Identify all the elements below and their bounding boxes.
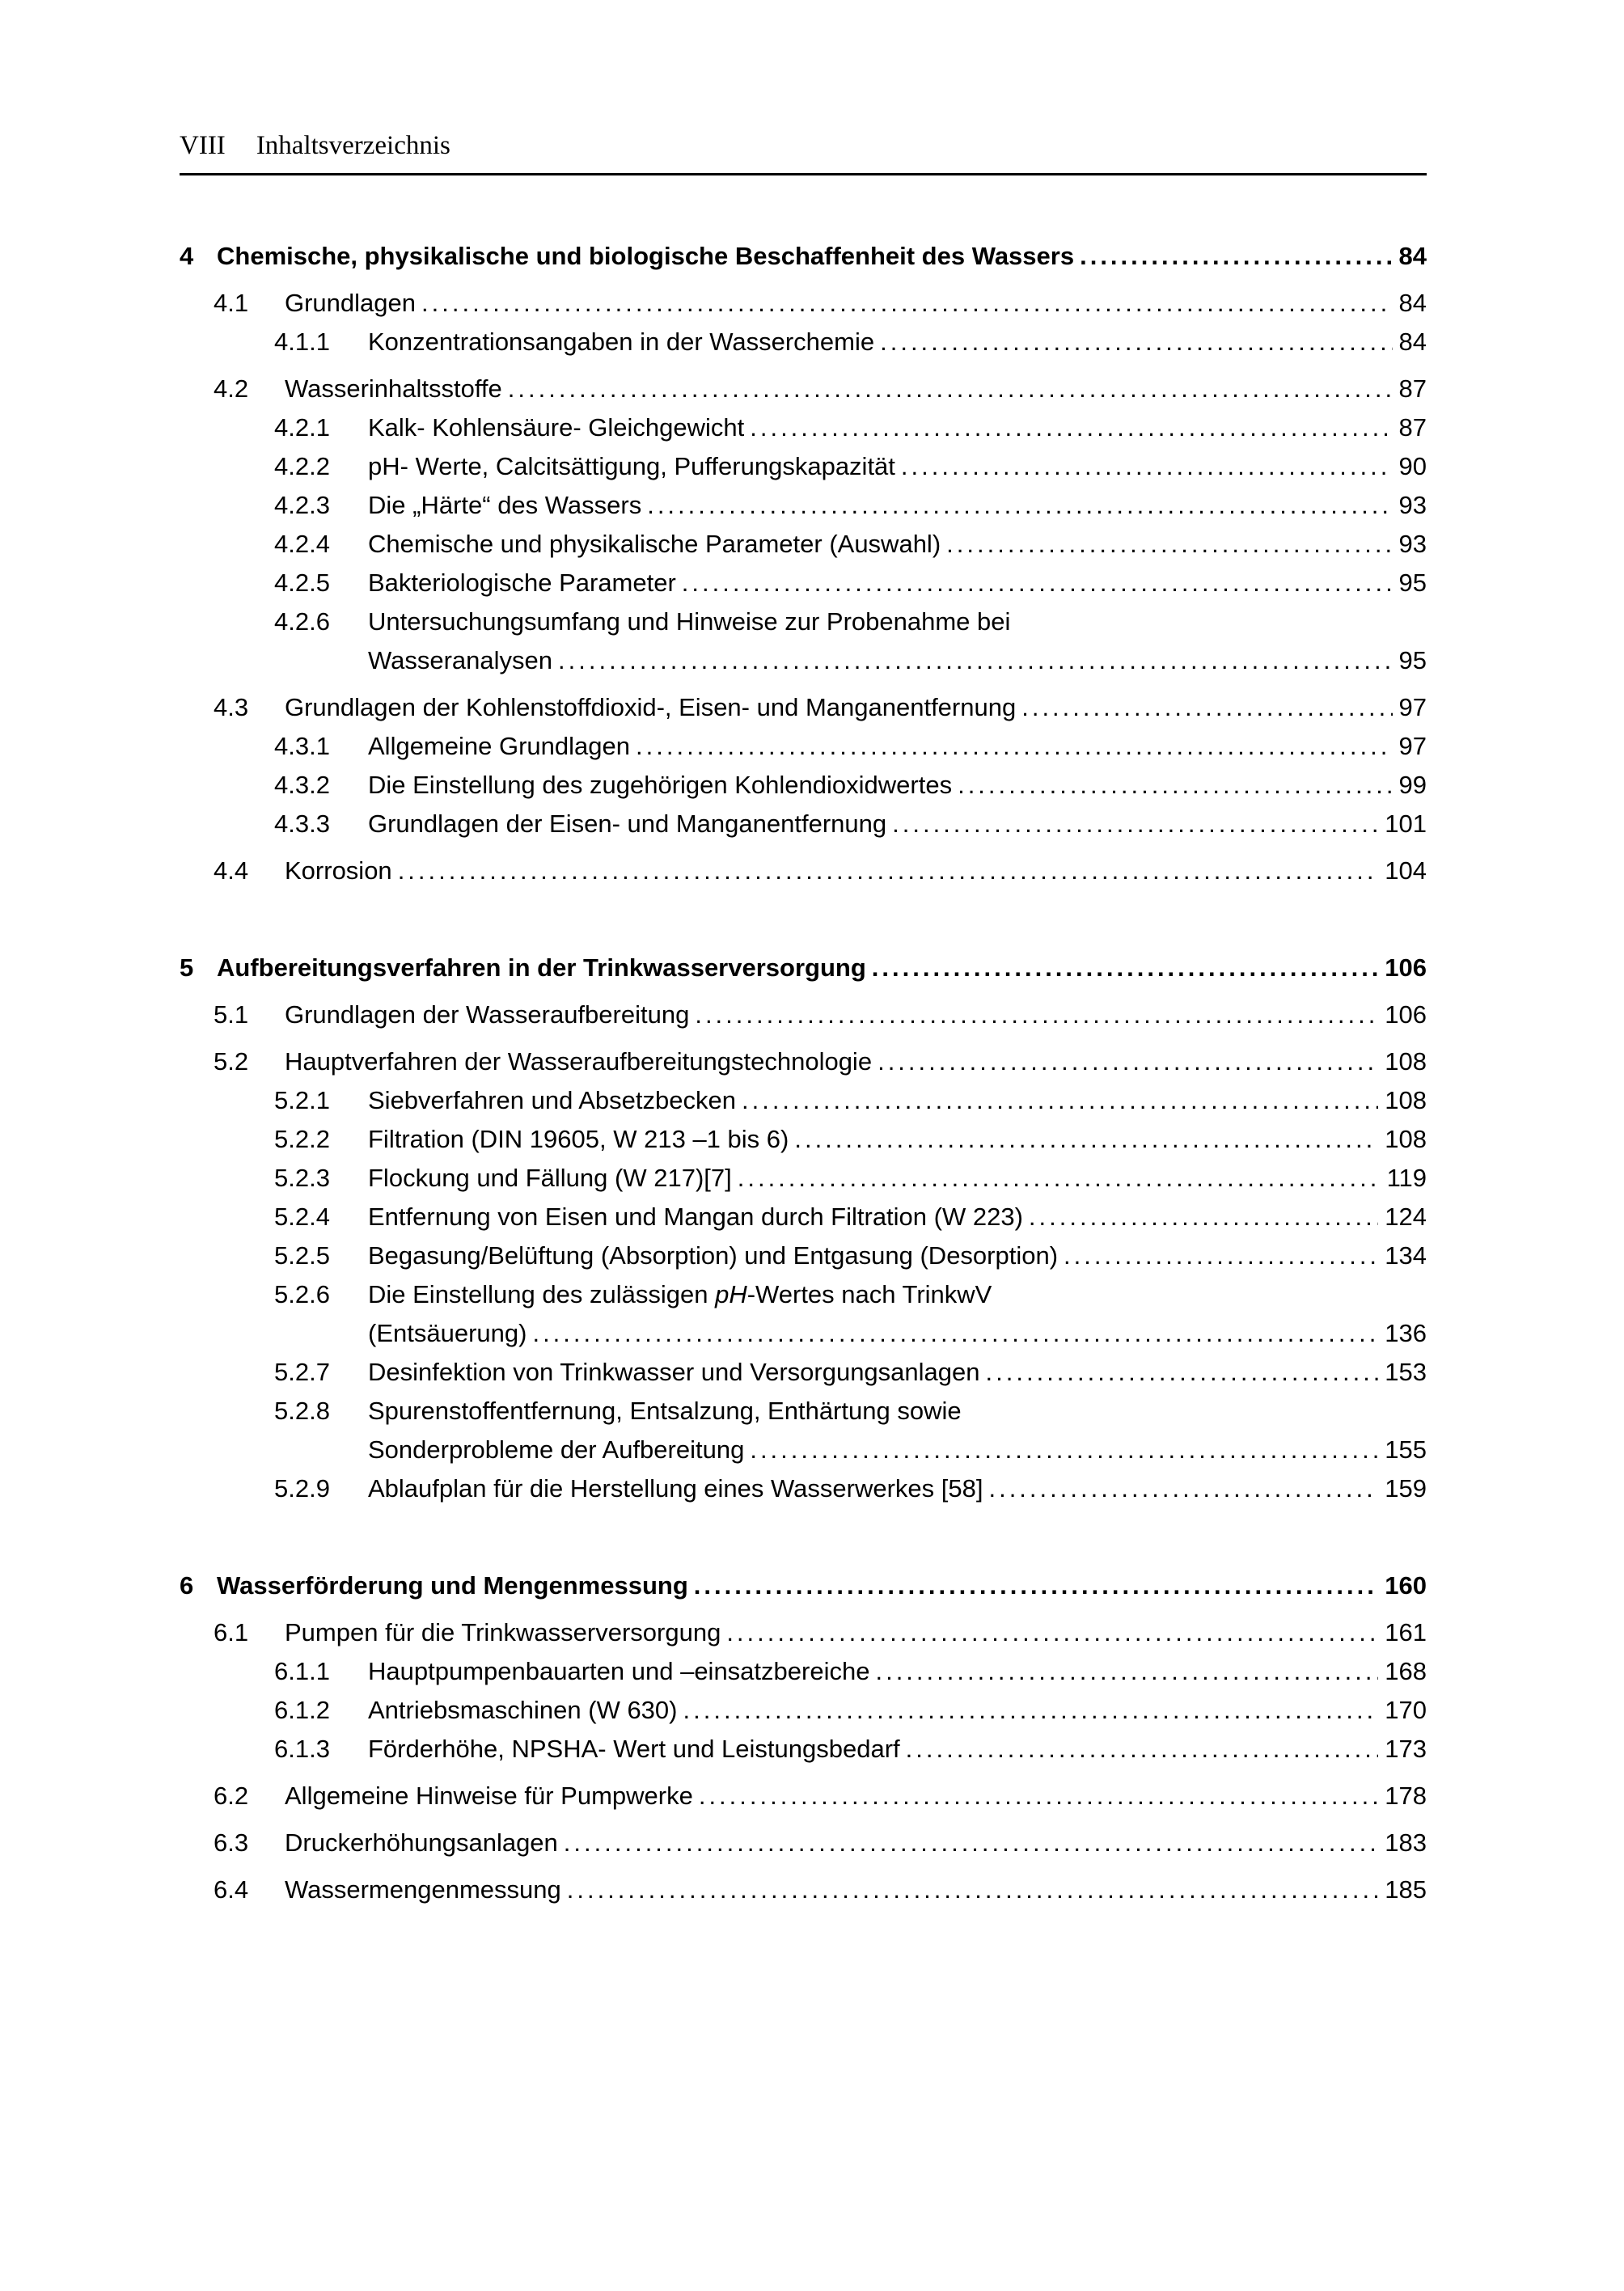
page-number: 160: [1385, 1571, 1427, 1600]
entry-title: pH- Werte, Calcitsättigung, Pufferungskapazität: [368, 452, 895, 480]
toc-entry: [180, 1652, 1427, 1691]
entry-title: Siebverfahren und Absetzbecken: [368, 1086, 736, 1114]
toc-entry: [180, 766, 1427, 805]
page-number: 183: [1385, 1828, 1427, 1857]
entry-title: Druckerhöhungsanlagen: [285, 1828, 558, 1857]
entry-title-continued: (Entsäuerung): [368, 1319, 527, 1347]
toc-entry: [180, 1120, 1427, 1159]
toc-chapter-entry: [180, 237, 1427, 276]
entry-title-segment: Die Einstellung des zulässigen: [368, 1280, 716, 1308]
dot-leader: [647, 486, 1392, 525]
toc-entry: [180, 727, 1427, 766]
entry-number: 5.2.3: [274, 1164, 330, 1192]
entry-title: Ablaufplan für die Herstellung eines Wasserwerkes [58]: [368, 1474, 983, 1503]
entry-title: Die Einstellung des zugehörigen Kohlendioxidwertes: [368, 771, 953, 799]
page-number: 93: [1398, 491, 1427, 519]
entry-title: Wasserinhaltsstoffe: [285, 374, 502, 403]
toc-entry-line: [180, 805, 1427, 843]
entry-number: 6.3: [214, 1828, 249, 1857]
dot-leader: [946, 525, 1392, 564]
entry-number: 4.2.4: [274, 530, 330, 558]
dot-leader: [958, 766, 1392, 805]
toc-entry: [180, 1392, 1427, 1469]
toc-entry-line: [180, 1236, 1427, 1275]
entry-number: 6.1: [214, 1618, 249, 1646]
toc-entry: [180, 852, 1427, 890]
entry-title: Korrosion: [285, 856, 392, 885]
toc-entry: [180, 323, 1427, 361]
toc-chapter-entry: [180, 949, 1427, 987]
dot-leader: [738, 1159, 1381, 1198]
toc: [180, 237, 1427, 1909]
entry-number: 4.2.5: [274, 569, 330, 597]
page-number: 84: [1398, 328, 1427, 356]
toc-entry-line: [180, 284, 1427, 323]
toc-entry: [180, 1691, 1427, 1730]
toc-entry: [180, 284, 1427, 323]
dot-leader: [872, 949, 1378, 987]
toc-entry-line: [180, 1566, 1427, 1605]
dot-leader: [508, 370, 1393, 408]
entry-title: Aufbereitungsverfahren in der Trinkwasserversorgung: [217, 953, 866, 982]
page-number: 185: [1385, 1875, 1427, 1904]
entry-title: Bakteriologische Parameter: [368, 569, 676, 597]
entry-title: Konzentrationsangaben in der Wasserchemie: [368, 328, 875, 356]
toc-entry-line: [180, 1824, 1427, 1862]
entry-number: 5.2.6: [274, 1280, 330, 1308]
entry-title: Antriebsmaschinen (W 630): [368, 1696, 678, 1724]
entry-title: Allgemeine Grundlagen: [368, 732, 630, 760]
entry-number: 4.2.2: [274, 452, 330, 480]
toc-entry-line: [180, 1652, 1427, 1691]
toc-entry-continuation-line: [180, 641, 1427, 680]
entry-number: 4.2.6: [274, 607, 330, 636]
entry-title: Untersuchungsumfang und Hinweise zur Probenahme bei: [368, 607, 1011, 636]
toc-entry-continuation-line: [180, 1431, 1427, 1469]
entry-title: Pumpen für die Trinkwasserversorgung: [285, 1618, 721, 1646]
entry-title-continued: Wasseranalysen: [368, 646, 553, 674]
toc-entry-line: [180, 727, 1427, 766]
dot-leader: [636, 727, 1393, 766]
toc-entry-line: [180, 1730, 1427, 1769]
entry-title: Wassermengenmessung: [285, 1875, 561, 1904]
toc-entry: [180, 1198, 1427, 1236]
page-number: 108: [1385, 1125, 1427, 1153]
toc-entry-line: [180, 525, 1427, 564]
entry-title: Chemische und physikalische Parameter (Auswahl): [368, 530, 941, 558]
entry-number: 6.1.3: [274, 1735, 330, 1763]
toc-entry-line: [180, 564, 1427, 602]
toc-entry-line: [180, 408, 1427, 447]
toc-entry-line: [180, 1353, 1427, 1392]
entry-title: Begasung/Belüftung (Absorption) und Entgasung (Desorption): [368, 1241, 1059, 1270]
page-number: 90: [1398, 452, 1427, 480]
toc-entry: [180, 1353, 1427, 1392]
toc-entry: [180, 1824, 1427, 1862]
toc-entry: [180, 1469, 1427, 1508]
toc-entry-line: [180, 1392, 1427, 1431]
entry-title-segment: -Wertes nach TrinkwV: [746, 1280, 992, 1308]
entry-number: 5.2.2: [274, 1125, 330, 1153]
dot-leader: [742, 1081, 1378, 1120]
page-number: 106: [1385, 1000, 1427, 1029]
entry-number: 4.1.1: [274, 328, 330, 356]
dot-leader: [892, 805, 1378, 843]
page-number: 87: [1398, 413, 1427, 442]
entry-number: 5.2.5: [274, 1241, 330, 1270]
dot-leader: [398, 852, 1379, 890]
toc-entry: [180, 1159, 1427, 1198]
page-number: 168: [1385, 1657, 1427, 1685]
toc-entry: [180, 995, 1427, 1034]
page-number: 124: [1385, 1203, 1427, 1231]
entry-title: Chemische, physikalische und biologische Beschaffenheit des Wassers: [217, 242, 1075, 270]
entry-title: Grundlagen der Wasseraufbereitung: [285, 1000, 690, 1029]
entry-number: 5.2.4: [274, 1203, 330, 1231]
entry-title: Kalk- Kohlensäure- Gleichgewicht: [368, 413, 745, 442]
page-number: 108: [1385, 1086, 1427, 1114]
page-number: 153: [1385, 1358, 1427, 1386]
page-number: 87: [1398, 374, 1427, 403]
dot-leader: [682, 564, 1393, 602]
entry-number: 5.2.8: [274, 1397, 330, 1425]
toc-entry-line: [180, 1691, 1427, 1730]
entry-number: 4.2.3: [274, 491, 330, 519]
toc-entry: [180, 1042, 1427, 1081]
toc-entry: [180, 602, 1427, 680]
entry-title-continued: Sonderprobleme der Aufbereitung: [368, 1435, 745, 1464]
page-number: 84: [1398, 242, 1427, 270]
page-number: 99: [1398, 771, 1427, 799]
dot-leader: [750, 408, 1392, 447]
running-head-title: Inhaltsverzeichnis: [256, 131, 450, 160]
dot-leader: [906, 1730, 1379, 1769]
entry-number: 4.3.1: [274, 732, 330, 760]
entry-number: 4.1: [214, 289, 249, 317]
toc-chapter-entry: [180, 1566, 1427, 1605]
entry-number: 6.1.2: [274, 1696, 330, 1724]
toc-entry-line: [180, 1042, 1427, 1081]
toc-entry-line: [180, 237, 1427, 276]
entry-number: 4.3: [214, 693, 249, 721]
toc-entry-line: [180, 1159, 1427, 1198]
page-number: 101: [1385, 809, 1427, 838]
entry-title: Desinfektion von Trinkwasser und Versorgungsanlagen: [368, 1358, 980, 1386]
dot-leader: [794, 1120, 1378, 1159]
dot-leader: [695, 995, 1378, 1034]
toc-entry-line: [180, 1469, 1427, 1508]
dot-leader: [558, 641, 1393, 680]
toc-entry: [180, 564, 1427, 602]
dot-leader: [564, 1824, 1378, 1862]
entry-number: 5.2: [214, 1047, 249, 1076]
entry-title: Die „Härte“ des Wassers: [368, 491, 642, 519]
toc-entry-line: [180, 447, 1427, 486]
entry-title: Grundlagen: [285, 289, 417, 317]
toc-entry-line: [180, 1777, 1427, 1815]
page-number: 95: [1398, 646, 1427, 674]
entry-number: 6.1.1: [274, 1657, 330, 1685]
page-number: 155: [1385, 1435, 1427, 1464]
entry-title: Grundlagen der Eisen- und Manganentfernung: [368, 809, 887, 838]
entry-number: 6.4: [214, 1875, 249, 1904]
entry-number: 6: [180, 1571, 194, 1600]
running-head: [180, 129, 1427, 175]
toc-entry: [180, 1777, 1427, 1815]
toc-entry-line: [180, 1198, 1427, 1236]
entry-number: 5.2.7: [274, 1358, 330, 1386]
dot-leader: [901, 447, 1393, 486]
entry-title: [368, 1275, 992, 1314]
entry-number: 5.2.1: [274, 1086, 330, 1114]
entry-title-italic-segment: pH: [715, 1280, 747, 1308]
toc-entry-continuation-line: [180, 1314, 1427, 1353]
toc-entry: [180, 525, 1427, 564]
dot-leader: [1064, 1236, 1378, 1275]
toc-entry: [180, 447, 1427, 486]
toc-entry-line: [180, 766, 1427, 805]
dot-leader: [726, 1613, 1378, 1652]
toc-entry-line: [180, 688, 1427, 727]
dot-leader: [875, 1652, 1378, 1691]
dot-leader: [532, 1314, 1378, 1353]
entry-title: Entfernung von Eisen und Mangan durch Filtration (W 223): [368, 1203, 1023, 1231]
entry-number: 5.1: [214, 1000, 249, 1029]
toc-entry: [180, 1275, 1427, 1353]
page-number: 134: [1385, 1241, 1427, 1270]
page-number: 97: [1398, 732, 1427, 760]
toc-entry-line: [180, 1275, 1427, 1314]
page-number-label: VIII: [180, 131, 226, 160]
dot-leader: [750, 1431, 1378, 1469]
entry-title: Wasserförderung und Mengenmessung: [217, 1571, 688, 1600]
toc-entry: [180, 1730, 1427, 1769]
entry-title: Spurenstoffentfernung, Entsalzung, Enthärtung sowie: [368, 1397, 962, 1425]
toc-entry-line: [180, 1120, 1427, 1159]
entry-title: Förderhöhe, NPSHA- Wert und Leistungsbedarf: [368, 1735, 900, 1763]
page-number: 95: [1398, 569, 1427, 597]
toc-entry-line: [180, 323, 1427, 361]
toc-entry: [180, 688, 1427, 727]
toc-entry-line: [180, 1081, 1427, 1120]
entry-number: 4: [180, 242, 194, 270]
page-number: 93: [1398, 530, 1427, 558]
page-number: 178: [1385, 1782, 1427, 1810]
page-number: 161: [1385, 1618, 1427, 1646]
toc-entry-line: [180, 1870, 1427, 1909]
dot-leader: [683, 1691, 1379, 1730]
entry-number: 4.2: [214, 374, 249, 403]
page-number: 106: [1385, 953, 1427, 982]
page-number: 84: [1398, 289, 1427, 317]
toc-entry: [180, 1236, 1427, 1275]
toc-entry-line: [180, 852, 1427, 890]
entry-number: 5.2.9: [274, 1474, 330, 1503]
toc-entry-line: [180, 1613, 1427, 1652]
entry-number: 4.2.1: [274, 413, 330, 442]
dot-leader: [694, 1566, 1379, 1605]
toc-entry: [180, 1870, 1427, 1909]
dot-leader: [878, 1042, 1378, 1081]
toc-entry-line: [180, 486, 1427, 525]
toc-entry-line: [180, 949, 1427, 987]
dot-leader: [880, 323, 1392, 361]
dot-leader: [1029, 1198, 1378, 1236]
toc-entry: [180, 370, 1427, 408]
entry-number: 4.3.2: [274, 771, 330, 799]
page-number: 173: [1385, 1735, 1427, 1763]
dot-leader: [567, 1870, 1379, 1909]
entry-title: Hauptverfahren der Wasseraufbereitungstechnologie: [285, 1047, 873, 1076]
entry-number: 5: [180, 953, 194, 982]
toc-entry: [180, 1081, 1427, 1120]
toc-entry-line: [180, 602, 1427, 641]
dot-leader: [1080, 237, 1392, 276]
toc-entry-line: [180, 370, 1427, 408]
toc-entry-line: [180, 995, 1427, 1034]
page-number: 108: [1385, 1047, 1427, 1076]
entry-number: 4.4: [214, 856, 249, 885]
entry-title: Grundlagen der Kohlenstoffdioxid-, Eisen- und Manganentfernung: [285, 693, 1017, 721]
page-number: 104: [1385, 856, 1427, 885]
entry-title: Flockung und Fällung (W 217)[7]: [368, 1164, 732, 1192]
page-number: 97: [1398, 693, 1427, 721]
entry-number: 4.3.3: [274, 809, 330, 838]
toc-entry: [180, 408, 1427, 447]
toc-entry: [180, 1613, 1427, 1652]
dot-leader: [1021, 688, 1392, 727]
dot-leader: [986, 1353, 1379, 1392]
page-number: 119: [1386, 1164, 1427, 1192]
toc-entry: [180, 486, 1427, 525]
dot-leader: [988, 1469, 1378, 1508]
entry-number: 6.2: [214, 1782, 249, 1810]
page-number: 159: [1385, 1474, 1427, 1503]
entry-title: Hauptpumpenbauarten und –einsatzbereiche: [368, 1657, 870, 1685]
page-number: 136: [1385, 1319, 1427, 1347]
toc-entry: [180, 805, 1427, 843]
entry-title: Allgemeine Hinweise für Pumpwerke: [285, 1782, 693, 1810]
dot-leader: [699, 1777, 1378, 1815]
dot-leader: [421, 284, 1393, 323]
entry-title: Filtration (DIN 19605, W 213 –1 bis 6): [368, 1125, 789, 1153]
page-number: 170: [1385, 1696, 1427, 1724]
